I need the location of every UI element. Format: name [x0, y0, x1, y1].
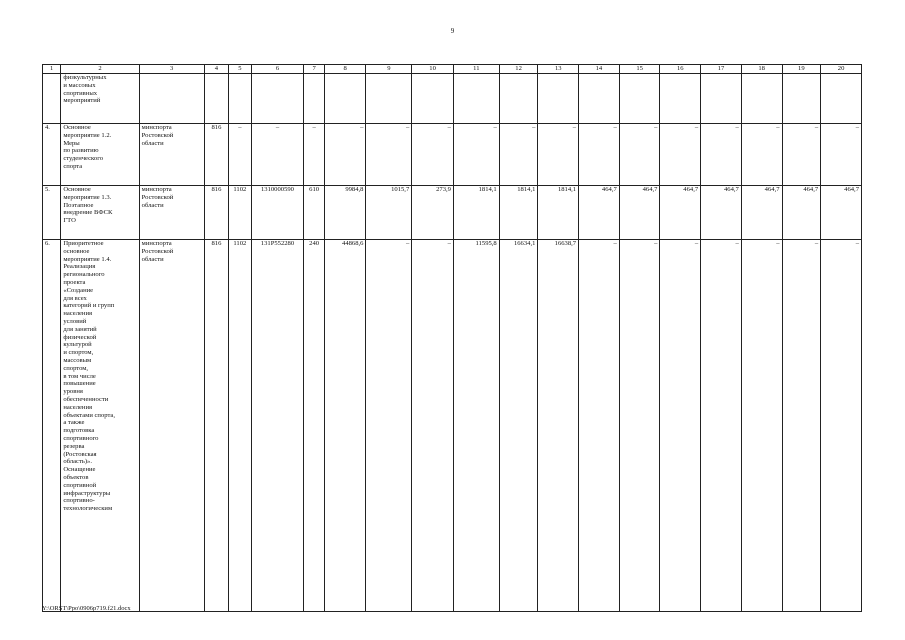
table-cell — [579, 74, 620, 124]
table-cell: 1814,1 — [499, 186, 538, 240]
table-row — [43, 186, 862, 240]
table-cell: 464,7 — [701, 186, 742, 240]
table-cell — [412, 74, 454, 124]
table-cell: 240 — [304, 240, 324, 612]
table-cell — [229, 74, 251, 124]
table-cell: 6. — [43, 240, 61, 612]
table-cell: – — [366, 240, 412, 612]
column-number: 14 — [579, 65, 620, 74]
table-cell: 464,7 — [741, 186, 782, 240]
column-number: 2 — [61, 65, 139, 74]
table-cell: 4. — [43, 124, 61, 186]
table-cell: – — [701, 124, 742, 186]
column-number: 3 — [139, 65, 204, 74]
column-number: 18 — [741, 65, 782, 74]
table-cell: 11595,8 — [453, 240, 499, 612]
table-cell: 464,7 — [821, 186, 862, 240]
budget-table — [42, 64, 862, 612]
column-number: 12 — [499, 65, 538, 74]
column-number: 4 — [204, 65, 228, 74]
table-cell: 131P552280 — [251, 240, 304, 612]
table-cell — [821, 74, 862, 124]
column-number: 8 — [324, 65, 366, 74]
column-number: 10 — [412, 65, 454, 74]
table-cell: 1814,1 — [538, 186, 579, 240]
table-cell: – — [782, 124, 821, 186]
table-cell: – — [782, 240, 821, 612]
table-cell: 16634,1 — [499, 240, 538, 612]
column-number: 20 — [821, 65, 862, 74]
table-cell — [782, 74, 821, 124]
table-cell: физкультурных и массовых спортивных мероприятий — [61, 74, 139, 124]
page-number: 9 — [450, 27, 455, 35]
table-cell — [366, 74, 412, 124]
table-cell — [204, 74, 228, 124]
table-cell — [43, 74, 61, 124]
column-number-row — [43, 65, 862, 74]
table-cell: 464,7 — [660, 186, 701, 240]
column-number: 1 — [43, 65, 61, 74]
table-cell: – — [821, 124, 862, 186]
table-cell: 273,9 — [412, 186, 454, 240]
column-number: 13 — [538, 65, 579, 74]
table-cell: Приоритетное основное мероприятие 1.4. Реализация регионального проекта «Создание для всех категорий и групп населения условий для занятий физической культурой и спортом, массовым спортом, в том числе повышение уровня обеспеченности населения объектами спорта, а также подготовка спортивного резерва (Ростовская область)». Оснащение объектов спортивной инфраструктуры спортивно- технологическим — [61, 240, 139, 612]
table-cell: 464,7 — [619, 186, 660, 240]
table-cell: – — [701, 240, 742, 612]
table-cell: 816 — [204, 186, 228, 240]
column-number: 16 — [660, 65, 701, 74]
table-cell — [660, 74, 701, 124]
table-cell — [453, 74, 499, 124]
table-cell — [324, 74, 366, 124]
column-number: 19 — [782, 65, 821, 74]
table-cell: – — [324, 124, 366, 186]
table-cell: 1102 — [229, 186, 251, 240]
column-number: 5 — [229, 65, 251, 74]
table-cell: – — [366, 124, 412, 186]
table-cell — [139, 74, 204, 124]
table-cell: – — [412, 240, 454, 612]
table-cell: 610 — [304, 186, 324, 240]
table-cell — [251, 74, 304, 124]
table-cell: – — [251, 124, 304, 186]
table-cell: 1015,7 — [366, 186, 412, 240]
table-cell: минспорта Ростовской области — [139, 240, 204, 612]
table-cell: 1814,1 — [453, 186, 499, 240]
table-cell: – — [619, 124, 660, 186]
table-cell: – — [579, 124, 620, 186]
column-number: 7 — [304, 65, 324, 74]
table-cell: 464,7 — [782, 186, 821, 240]
table-cell: минспорта Ростовской области — [139, 124, 204, 186]
table-cell — [304, 74, 324, 124]
table-cell: 9984,8 — [324, 186, 366, 240]
table-cell: – — [538, 124, 579, 186]
table-row — [43, 240, 862, 612]
table-cell: минспорта Ростовской области — [139, 186, 204, 240]
table-row — [43, 124, 862, 186]
table-cell: 816 — [204, 124, 228, 186]
table-cell: 44868,6 — [324, 240, 366, 612]
table-cell: Основное мероприятие 1.2. Меры по развитию студенческого спорта — [61, 124, 139, 186]
table-cell — [741, 74, 782, 124]
table-cell: – — [619, 240, 660, 612]
table-cell — [499, 74, 538, 124]
table-cell: 464,7 — [579, 186, 620, 240]
column-number: 9 — [366, 65, 412, 74]
table-cell — [538, 74, 579, 124]
table-cell: – — [579, 240, 620, 612]
table-cell: 1310000590 — [251, 186, 304, 240]
file-path-footer: Y:\ORST\Ppo\0906p719.f21.docx — [42, 605, 131, 612]
table-cell: 1102 — [229, 240, 251, 612]
column-number: 17 — [701, 65, 742, 74]
table-cell: – — [660, 240, 701, 612]
table-cell — [701, 74, 742, 124]
table-cell: Основное мероприятие 1.3. Поэтапное внедрение ВФСК ГТО — [61, 186, 139, 240]
table-cell: – — [229, 124, 251, 186]
table-cell: 16638,7 — [538, 240, 579, 612]
column-number: 15 — [619, 65, 660, 74]
table-cell: – — [660, 124, 701, 186]
table-cell: – — [453, 124, 499, 186]
column-number: 6 — [251, 65, 304, 74]
table-cell: 816 — [204, 240, 228, 612]
table-row — [43, 74, 862, 124]
table-cell: – — [741, 124, 782, 186]
table-cell: – — [304, 124, 324, 186]
table-cell — [619, 74, 660, 124]
table-cell: – — [412, 124, 454, 186]
table-cell: – — [741, 240, 782, 612]
table-cell: 5. — [43, 186, 61, 240]
table-cell: – — [821, 240, 862, 612]
table-cell: – — [499, 124, 538, 186]
column-number: 11 — [453, 65, 499, 74]
